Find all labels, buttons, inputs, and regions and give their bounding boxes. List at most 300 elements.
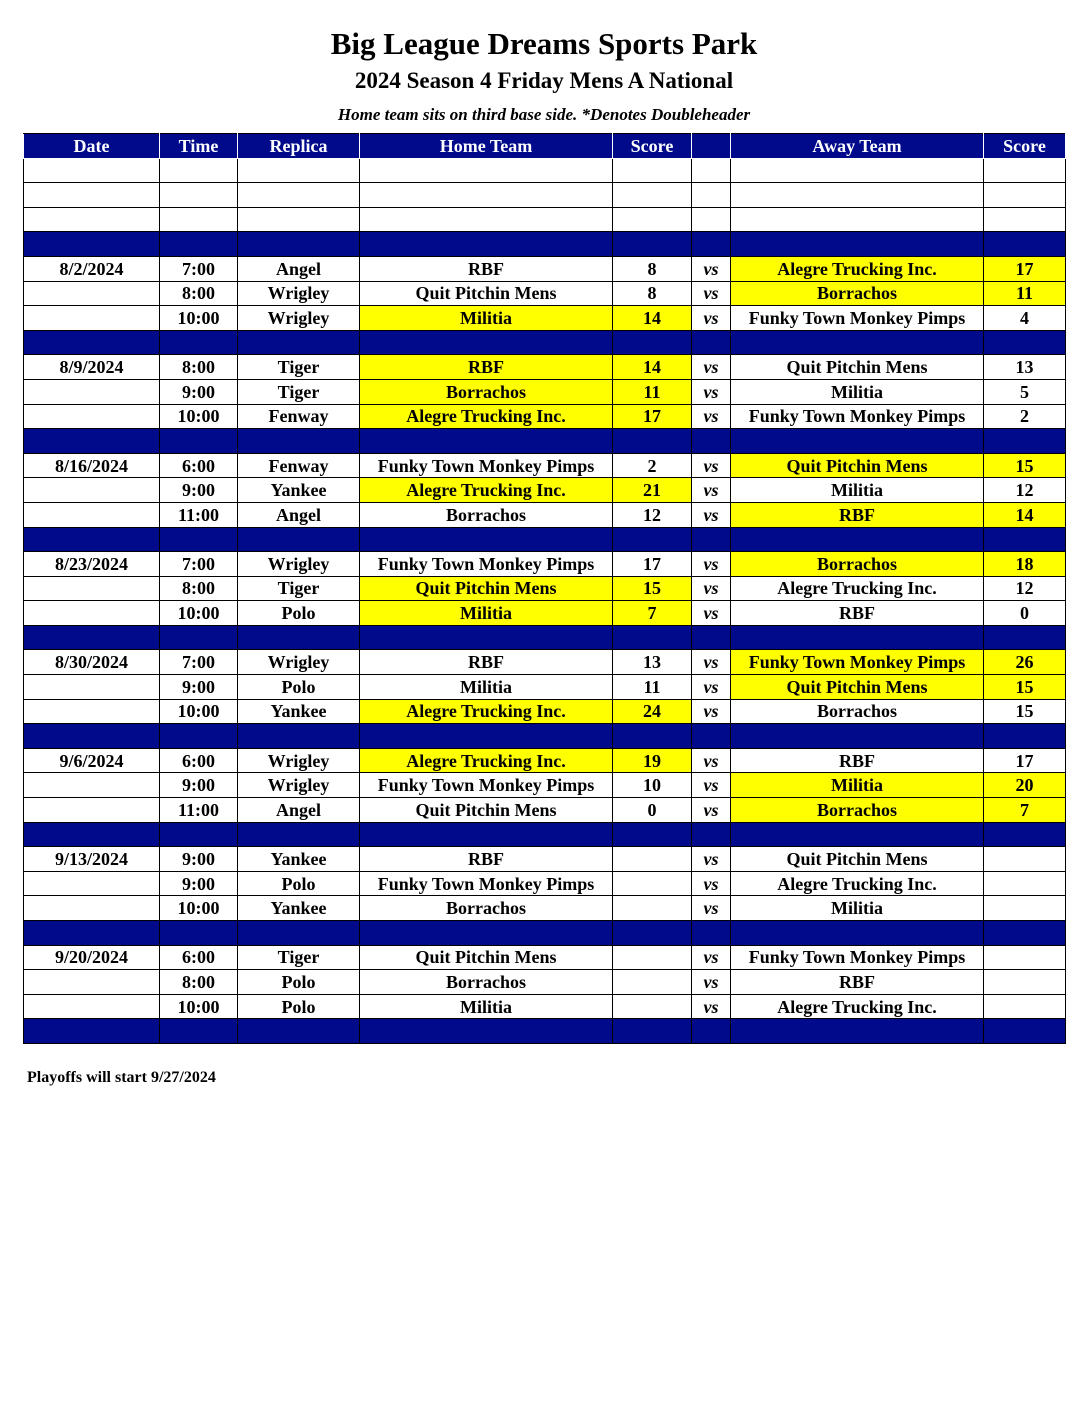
home-team-cell: RBF bbox=[360, 355, 613, 380]
separator-row bbox=[24, 724, 1066, 749]
home-score-cell bbox=[613, 945, 692, 970]
home-team-cell: Borrachos bbox=[360, 896, 613, 921]
time-cell bbox=[160, 158, 238, 183]
home-score-cell: 19 bbox=[613, 748, 692, 773]
away-team-cell: RBF bbox=[731, 601, 984, 626]
home-team-cell bbox=[360, 724, 613, 749]
table-row bbox=[24, 601, 1066, 626]
away-team-cell: Borrachos bbox=[731, 699, 984, 724]
home-team-cell bbox=[360, 527, 613, 552]
table-row bbox=[24, 773, 1066, 798]
home-team-cell: Alegre Trucking Inc. bbox=[360, 404, 613, 429]
time-cell: 6:00 bbox=[160, 453, 238, 478]
time-cell bbox=[160, 724, 238, 749]
blank-row bbox=[24, 207, 1066, 232]
vs-cell bbox=[692, 207, 731, 232]
replica-cell bbox=[238, 158, 360, 183]
date-cell bbox=[24, 1019, 160, 1044]
date-cell bbox=[24, 281, 160, 306]
away-score-cell: 4 bbox=[984, 306, 1066, 331]
date-cell bbox=[24, 921, 160, 946]
date-cell: 9/6/2024 bbox=[24, 748, 160, 773]
schedule-table bbox=[23, 133, 1066, 1044]
home-score-cell: 17 bbox=[613, 552, 692, 577]
home-team-cell: RBF bbox=[360, 650, 613, 675]
vs-cell: vs bbox=[692, 994, 731, 1019]
date-cell bbox=[24, 158, 160, 183]
home-score-cell bbox=[613, 896, 692, 921]
home-team-cell bbox=[360, 330, 613, 355]
away-score-cell: 20 bbox=[984, 773, 1066, 798]
home-team-cell bbox=[360, 158, 613, 183]
page-note: Home team sits on third base side. *Denotes Doubleheader bbox=[337, 105, 751, 124]
replica-cell bbox=[238, 921, 360, 946]
vs-cell: vs bbox=[692, 502, 731, 527]
away-score-cell: 14 bbox=[984, 502, 1066, 527]
home-score-cell: 8 bbox=[613, 281, 692, 306]
away-score-cell: 11 bbox=[984, 281, 1066, 306]
date-cell bbox=[24, 576, 160, 601]
replica-cell: Wrigley bbox=[238, 773, 360, 798]
replica-cell: Angel bbox=[238, 502, 360, 527]
vs-cell: vs bbox=[692, 945, 731, 970]
replica-cell: Tiger bbox=[238, 576, 360, 601]
date-cell: 8/23/2024 bbox=[24, 552, 160, 577]
away-team-cell: RBF bbox=[731, 748, 984, 773]
time-cell: 10:00 bbox=[160, 699, 238, 724]
separator-row bbox=[24, 527, 1066, 552]
replica-cell: Polo bbox=[238, 601, 360, 626]
separator-row bbox=[24, 330, 1066, 355]
vs-cell: vs bbox=[692, 650, 731, 675]
time-cell: 10:00 bbox=[160, 601, 238, 626]
away-score-cell bbox=[984, 1019, 1066, 1044]
separator-row bbox=[24, 429, 1066, 454]
away-team-cell bbox=[731, 183, 984, 208]
home-team-cell bbox=[360, 232, 613, 257]
vs-cell bbox=[692, 158, 731, 183]
home-score-cell: 15 bbox=[613, 576, 692, 601]
table-row bbox=[24, 502, 1066, 527]
date-cell bbox=[24, 896, 160, 921]
away-score-cell: 18 bbox=[984, 552, 1066, 577]
page-title: Big League Dreams Sports Park bbox=[330, 26, 758, 61]
date-cell bbox=[24, 970, 160, 995]
away-team-cell: Militia bbox=[731, 896, 984, 921]
time-cell: 11:00 bbox=[160, 502, 238, 527]
table-row bbox=[24, 379, 1066, 404]
date-cell bbox=[24, 601, 160, 626]
separator-row bbox=[24, 625, 1066, 650]
vs-cell bbox=[692, 232, 731, 257]
vs-cell: vs bbox=[692, 576, 731, 601]
table-row bbox=[24, 871, 1066, 896]
home-team-cell bbox=[360, 822, 613, 847]
col-home-score-header: Score bbox=[613, 134, 692, 159]
date-cell: 8/9/2024 bbox=[24, 355, 160, 380]
table-row bbox=[24, 798, 1066, 823]
vs-cell: vs bbox=[692, 552, 731, 577]
home-score-cell bbox=[613, 232, 692, 257]
home-team-cell: Borrachos bbox=[360, 502, 613, 527]
table-row bbox=[24, 896, 1066, 921]
time-cell bbox=[160, 429, 238, 454]
away-team-cell bbox=[731, 207, 984, 232]
home-team-cell: Borrachos bbox=[360, 379, 613, 404]
away-score-cell: 26 bbox=[984, 650, 1066, 675]
away-team-cell: Borrachos bbox=[731, 281, 984, 306]
date-cell: 8/2/2024 bbox=[24, 256, 160, 281]
away-team-cell bbox=[731, 527, 984, 552]
away-score-cell bbox=[984, 822, 1066, 847]
date-cell bbox=[24, 724, 160, 749]
home-score-cell bbox=[613, 994, 692, 1019]
replica-cell: Fenway bbox=[238, 453, 360, 478]
date-cell: 9/20/2024 bbox=[24, 945, 160, 970]
home-team-cell: Alegre Trucking Inc. bbox=[360, 478, 613, 503]
time-cell bbox=[160, 921, 238, 946]
home-score-cell: 11 bbox=[613, 379, 692, 404]
home-score-cell bbox=[613, 527, 692, 552]
date-cell: 9/13/2024 bbox=[24, 847, 160, 872]
away-score-cell: 13 bbox=[984, 355, 1066, 380]
date-cell bbox=[24, 994, 160, 1019]
vs-cell: vs bbox=[692, 798, 731, 823]
away-score-cell: 0 bbox=[984, 601, 1066, 626]
away-score-cell: 5 bbox=[984, 379, 1066, 404]
away-score-cell bbox=[984, 724, 1066, 749]
time-cell bbox=[160, 232, 238, 257]
home-score-cell: 2 bbox=[613, 453, 692, 478]
away-score-cell bbox=[984, 158, 1066, 183]
replica-cell: Yankee bbox=[238, 847, 360, 872]
home-team-cell bbox=[360, 625, 613, 650]
away-score-cell bbox=[984, 945, 1066, 970]
replica-cell bbox=[238, 527, 360, 552]
replica-cell: Tiger bbox=[238, 355, 360, 380]
away-team-cell: Quit Pitchin Mens bbox=[731, 675, 984, 700]
home-score-cell bbox=[613, 1019, 692, 1044]
replica-cell: Wrigley bbox=[238, 281, 360, 306]
vs-cell: vs bbox=[692, 675, 731, 700]
date-cell bbox=[24, 330, 160, 355]
col-vs-header bbox=[692, 134, 731, 159]
time-cell: 8:00 bbox=[160, 970, 238, 995]
separator-row bbox=[24, 921, 1066, 946]
home-team-cell bbox=[360, 207, 613, 232]
replica-cell: Wrigley bbox=[238, 748, 360, 773]
away-score-cell: 2 bbox=[984, 404, 1066, 429]
home-team-cell: Funky Town Monkey Pimps bbox=[360, 552, 613, 577]
home-team-cell: Alegre Trucking Inc. bbox=[360, 699, 613, 724]
separator-row bbox=[24, 822, 1066, 847]
time-cell: 9:00 bbox=[160, 379, 238, 404]
replica-cell: Wrigley bbox=[238, 306, 360, 331]
vs-cell bbox=[692, 330, 731, 355]
away-team-cell bbox=[731, 158, 984, 183]
home-team-cell: Quit Pitchin Mens bbox=[360, 798, 613, 823]
away-score-cell bbox=[984, 896, 1066, 921]
col-away-team-header: Away Team bbox=[731, 134, 984, 159]
date-cell bbox=[24, 232, 160, 257]
home-team-cell bbox=[360, 921, 613, 946]
home-team-cell: RBF bbox=[360, 847, 613, 872]
home-score-cell bbox=[613, 822, 692, 847]
time-cell bbox=[160, 183, 238, 208]
table-row bbox=[24, 650, 1066, 675]
away-score-cell: 12 bbox=[984, 576, 1066, 601]
away-team-cell: Funky Town Monkey Pimps bbox=[731, 404, 984, 429]
home-score-cell: 11 bbox=[613, 675, 692, 700]
away-score-cell: 17 bbox=[984, 256, 1066, 281]
home-score-cell: 12 bbox=[613, 502, 692, 527]
home-team-cell bbox=[360, 429, 613, 454]
time-cell: 6:00 bbox=[160, 748, 238, 773]
separator-row bbox=[24, 1019, 1066, 1044]
page-subtitle: 2024 Season 4 Friday Mens A National bbox=[354, 68, 734, 93]
home-score-cell: 10 bbox=[613, 773, 692, 798]
away-team-cell bbox=[731, 232, 984, 257]
replica-cell: Polo bbox=[238, 994, 360, 1019]
vs-cell: vs bbox=[692, 699, 731, 724]
replica-cell: Angel bbox=[238, 256, 360, 281]
away-score-cell: 15 bbox=[984, 453, 1066, 478]
vs-cell bbox=[692, 625, 731, 650]
table-row bbox=[24, 478, 1066, 503]
replica-cell bbox=[238, 625, 360, 650]
date-cell bbox=[24, 478, 160, 503]
away-score-cell: 7 bbox=[984, 798, 1066, 823]
away-team-cell: Alegre Trucking Inc. bbox=[731, 576, 984, 601]
schedule-body bbox=[24, 158, 1066, 1043]
home-team-cell: Quit Pitchin Mens bbox=[360, 945, 613, 970]
vs-cell: vs bbox=[692, 306, 731, 331]
col-replica-header: Replica bbox=[238, 134, 360, 159]
home-score-cell bbox=[613, 970, 692, 995]
home-score-cell: 13 bbox=[613, 650, 692, 675]
away-score-cell bbox=[984, 970, 1066, 995]
home-score-cell bbox=[613, 158, 692, 183]
vs-cell bbox=[692, 527, 731, 552]
table-row bbox=[24, 306, 1066, 331]
time-cell: 10:00 bbox=[160, 404, 238, 429]
home-team-cell: Militia bbox=[360, 601, 613, 626]
vs-cell bbox=[692, 822, 731, 847]
date-cell: 8/30/2024 bbox=[24, 650, 160, 675]
table-row bbox=[24, 699, 1066, 724]
away-score-cell bbox=[984, 994, 1066, 1019]
vs-cell: vs bbox=[692, 748, 731, 773]
away-team-cell bbox=[731, 625, 984, 650]
time-cell bbox=[160, 822, 238, 847]
table-row bbox=[24, 675, 1066, 700]
replica-cell: Polo bbox=[238, 970, 360, 995]
vs-cell: vs bbox=[692, 871, 731, 896]
table-row bbox=[24, 576, 1066, 601]
date-cell bbox=[24, 527, 160, 552]
away-score-cell: 17 bbox=[984, 748, 1066, 773]
col-home-team-header: Home Team bbox=[360, 134, 613, 159]
away-team-cell: RBF bbox=[731, 502, 984, 527]
away-team-cell: Quit Pitchin Mens bbox=[731, 453, 984, 478]
vs-cell: vs bbox=[692, 478, 731, 503]
time-cell bbox=[160, 207, 238, 232]
replica-cell: Fenway bbox=[238, 404, 360, 429]
time-cell bbox=[160, 1019, 238, 1044]
table-row bbox=[24, 256, 1066, 281]
time-cell: 11:00 bbox=[160, 798, 238, 823]
home-score-cell bbox=[613, 330, 692, 355]
date-cell bbox=[24, 183, 160, 208]
col-date-header: Date bbox=[24, 134, 160, 159]
date-cell bbox=[24, 699, 160, 724]
separator-row bbox=[24, 232, 1066, 257]
away-team-cell: Quit Pitchin Mens bbox=[731, 355, 984, 380]
home-score-cell bbox=[613, 847, 692, 872]
home-team-cell: Quit Pitchin Mens bbox=[360, 576, 613, 601]
time-cell: 8:00 bbox=[160, 281, 238, 306]
away-score-cell bbox=[984, 847, 1066, 872]
date-cell bbox=[24, 207, 160, 232]
away-team-cell bbox=[731, 822, 984, 847]
col-time-header: Time bbox=[160, 134, 238, 159]
time-cell: 9:00 bbox=[160, 478, 238, 503]
replica-cell bbox=[238, 822, 360, 847]
away-team-cell: Militia bbox=[731, 773, 984, 798]
away-score-cell bbox=[984, 625, 1066, 650]
date-cell bbox=[24, 798, 160, 823]
away-team-cell bbox=[731, 330, 984, 355]
home-team-cell: Quit Pitchin Mens bbox=[360, 281, 613, 306]
date-cell bbox=[24, 306, 160, 331]
table-row bbox=[24, 404, 1066, 429]
time-cell: 9:00 bbox=[160, 675, 238, 700]
date-cell bbox=[24, 502, 160, 527]
vs-cell bbox=[692, 724, 731, 749]
home-score-cell: 14 bbox=[613, 355, 692, 380]
away-score-cell bbox=[984, 207, 1066, 232]
away-score-cell: 12 bbox=[984, 478, 1066, 503]
replica-cell bbox=[238, 1019, 360, 1044]
date-cell bbox=[24, 404, 160, 429]
vs-cell: vs bbox=[692, 355, 731, 380]
time-cell: 10:00 bbox=[160, 306, 238, 331]
home-team-cell: Funky Town Monkey Pimps bbox=[360, 871, 613, 896]
vs-cell: vs bbox=[692, 601, 731, 626]
away-score-cell bbox=[984, 429, 1066, 454]
home-score-cell bbox=[613, 625, 692, 650]
home-team-cell: Militia bbox=[360, 994, 613, 1019]
time-cell bbox=[160, 625, 238, 650]
playoffs-note: Playoffs will start 9/27/2024 bbox=[27, 1069, 216, 1086]
home-score-cell: 8 bbox=[613, 256, 692, 281]
time-cell: 7:00 bbox=[160, 256, 238, 281]
replica-cell bbox=[238, 429, 360, 454]
away-team-cell bbox=[731, 429, 984, 454]
table-row bbox=[24, 847, 1066, 872]
time-cell: 10:00 bbox=[160, 994, 238, 1019]
home-team-cell: Militia bbox=[360, 675, 613, 700]
time-cell: 9:00 bbox=[160, 773, 238, 798]
home-team-cell: RBF bbox=[360, 256, 613, 281]
time-cell: 10:00 bbox=[160, 896, 238, 921]
home-team-cell: Borrachos bbox=[360, 970, 613, 995]
vs-cell bbox=[692, 1019, 731, 1044]
vs-cell bbox=[692, 921, 731, 946]
home-score-cell: 21 bbox=[613, 478, 692, 503]
table-row bbox=[24, 281, 1066, 306]
vs-cell: vs bbox=[692, 970, 731, 995]
home-team-cell: Militia bbox=[360, 306, 613, 331]
replica-cell: Polo bbox=[238, 871, 360, 896]
table-row bbox=[24, 355, 1066, 380]
home-score-cell bbox=[613, 429, 692, 454]
vs-cell: vs bbox=[692, 256, 731, 281]
home-score-cell: 7 bbox=[613, 601, 692, 626]
time-cell: 8:00 bbox=[160, 355, 238, 380]
date-cell bbox=[24, 675, 160, 700]
home-score-cell: 0 bbox=[613, 798, 692, 823]
blank-row bbox=[24, 158, 1066, 183]
home-score-cell bbox=[613, 183, 692, 208]
away-score-cell bbox=[984, 871, 1066, 896]
date-cell bbox=[24, 871, 160, 896]
away-score-cell: 15 bbox=[984, 699, 1066, 724]
table-row bbox=[24, 994, 1066, 1019]
away-team-cell: Militia bbox=[731, 379, 984, 404]
time-cell bbox=[160, 330, 238, 355]
away-team-cell: Militia bbox=[731, 478, 984, 503]
away-team-cell bbox=[731, 921, 984, 946]
home-score-cell bbox=[613, 871, 692, 896]
away-score-cell bbox=[984, 183, 1066, 208]
vs-cell: vs bbox=[692, 896, 731, 921]
away-score-cell bbox=[984, 330, 1066, 355]
time-cell bbox=[160, 527, 238, 552]
home-team-cell bbox=[360, 1019, 613, 1044]
away-team-cell: Alegre Trucking Inc. bbox=[731, 871, 984, 896]
table-row bbox=[24, 453, 1066, 478]
away-team-cell: Funky Town Monkey Pimps bbox=[731, 650, 984, 675]
vs-cell: vs bbox=[692, 847, 731, 872]
replica-cell: Tiger bbox=[238, 379, 360, 404]
time-cell: 8:00 bbox=[160, 576, 238, 601]
replica-cell: Wrigley bbox=[238, 650, 360, 675]
away-team-cell: Funky Town Monkey Pimps bbox=[731, 945, 984, 970]
time-cell: 7:00 bbox=[160, 552, 238, 577]
away-team-cell: Borrachos bbox=[731, 552, 984, 577]
home-score-cell: 24 bbox=[613, 699, 692, 724]
table-row bbox=[24, 945, 1066, 970]
home-score-cell bbox=[613, 921, 692, 946]
date-cell bbox=[24, 379, 160, 404]
vs-cell: vs bbox=[692, 404, 731, 429]
date-cell bbox=[24, 822, 160, 847]
col-away-score-header: Score bbox=[984, 134, 1066, 159]
replica-cell bbox=[238, 724, 360, 749]
home-team-cell bbox=[360, 183, 613, 208]
date-cell bbox=[24, 429, 160, 454]
away-team-cell: Alegre Trucking Inc. bbox=[731, 994, 984, 1019]
header-row bbox=[24, 134, 1066, 159]
vs-cell bbox=[692, 429, 731, 454]
away-score-cell bbox=[984, 921, 1066, 946]
home-score-cell: 14 bbox=[613, 306, 692, 331]
away-team-cell bbox=[731, 724, 984, 749]
away-team-cell bbox=[731, 1019, 984, 1044]
vs-cell: vs bbox=[692, 773, 731, 798]
home-team-cell: Funky Town Monkey Pimps bbox=[360, 773, 613, 798]
